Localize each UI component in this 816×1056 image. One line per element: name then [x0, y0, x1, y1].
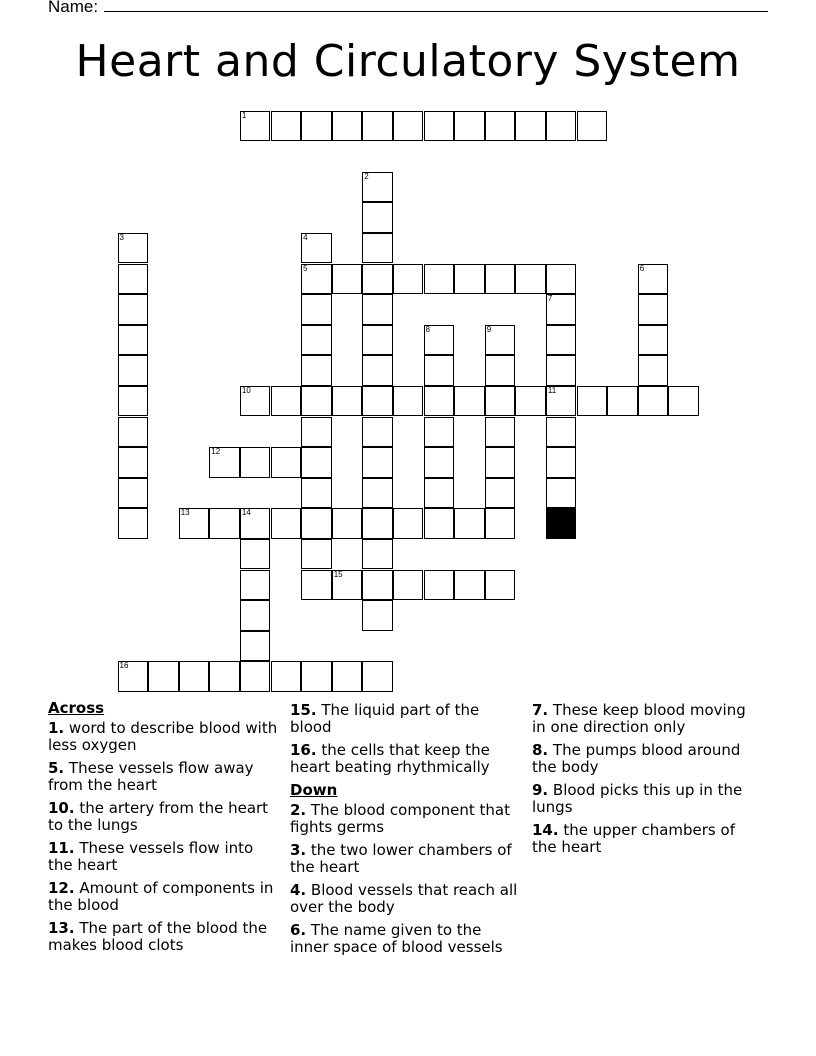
crossword-cell[interactable]: [362, 570, 393, 601]
crossword-cell[interactable]: [148, 661, 179, 692]
crossword-cell[interactable]: [301, 325, 332, 356]
crossword-cell[interactable]: [118, 661, 149, 692]
crossword-cell[interactable]: [424, 417, 455, 448]
crossword-cell[interactable]: [607, 386, 638, 417]
crossword-cell[interactable]: [301, 447, 332, 478]
crossword-cell[interactable]: [424, 508, 455, 539]
crossword-cell[interactable]: [118, 386, 149, 417]
crossword-cell[interactable]: [638, 294, 669, 325]
across-heading: Across: [48, 699, 105, 717]
crossword-cell[interactable]: [638, 264, 669, 295]
crossword-cell[interactable]: [301, 417, 332, 448]
clue-across-12: 12. Amount of components in the blood: [48, 879, 274, 914]
cell-number: 15: [333, 569, 343, 579]
crossword-cell[interactable]: [546, 447, 577, 478]
crossword-cell[interactable]: [454, 111, 485, 142]
crossword-cell[interactable]: [240, 447, 271, 478]
cell-number: 12: [211, 447, 221, 457]
crossword-cell[interactable]: [485, 386, 516, 417]
crossword-cell[interactable]: [485, 447, 516, 478]
cell-number: 13: [180, 508, 190, 518]
crossword-cell[interactable]: [301, 661, 332, 692]
clue-column-1: [48, 700, 280, 960]
cell-number: 16: [119, 661, 129, 671]
crossword-cell[interactable]: [485, 478, 516, 509]
crossword-cell[interactable]: [118, 355, 149, 386]
crossword-cell[interactable]: [271, 661, 302, 692]
crossword-cell[interactable]: [332, 111, 363, 142]
cell-number: 4: [303, 232, 308, 242]
crossword-cell[interactable]: [118, 294, 149, 325]
crossword-cell[interactable]: [118, 417, 149, 448]
crossword-cell[interactable]: [301, 111, 332, 142]
cell-number: 9: [486, 324, 492, 334]
crossword-cell[interactable]: [424, 570, 455, 601]
crossword-cell[interactable]: [546, 264, 577, 295]
crossword-cell[interactable]: [118, 478, 149, 509]
crossword-cell[interactable]: [362, 294, 393, 325]
crossword-cell[interactable]: [118, 508, 149, 539]
clue-across-13: 13. The part of the blood the makes blood clots: [48, 919, 268, 954]
crossword-cell[interactable]: [454, 386, 485, 417]
crossword-cell[interactable]: [424, 111, 455, 142]
crossword-cell[interactable]: [546, 417, 577, 448]
crossword-cell[interactable]: [393, 508, 424, 539]
crossword-cell[interactable]: [362, 508, 393, 539]
cell-number: 6: [639, 263, 645, 273]
clue-down-14: 14. the upper chambers of the heart: [532, 821, 735, 856]
crossword-cell[interactable]: [485, 417, 516, 448]
crossword-cell[interactable]: [515, 111, 546, 142]
cell-number: 10: [241, 385, 251, 395]
crossword-cell[interactable]: [271, 386, 302, 417]
crossword-cell[interactable]: [301, 570, 332, 601]
crossword-cell[interactable]: [209, 508, 240, 539]
crossword-cell[interactable]: [301, 386, 332, 417]
crossword-cell[interactable]: [546, 386, 577, 417]
crossword-cell[interactable]: [485, 355, 516, 386]
crossword-cell[interactable]: [362, 539, 393, 570]
crossword-cell[interactable]: [515, 386, 546, 417]
crossword-cell[interactable]: [638, 355, 669, 386]
crossword-cell[interactable]: [240, 539, 271, 570]
clue-column-2: [290, 702, 522, 962]
crossword-cell[interactable]: [577, 386, 608, 417]
page-title: Heart and Circulatory System: [75, 36, 741, 87]
crossword-cell[interactable]: [240, 631, 271, 662]
crossword-cell[interactable]: [301, 264, 332, 295]
clue-down-6: 6. The name given to the inner space of blood vessels: [290, 921, 503, 956]
crossword-cell[interactable]: [485, 325, 516, 356]
crossword-cell[interactable]: [332, 264, 363, 295]
cell-number: 11: [547, 385, 557, 395]
crossword-cell[interactable]: [485, 264, 516, 295]
crossword-cell[interactable]: [393, 570, 424, 601]
crossword-cell[interactable]: [546, 325, 577, 356]
crossword-cell[interactable]: [240, 508, 271, 539]
crossword-cell[interactable]: [393, 264, 424, 295]
crossword-cell[interactable]: [362, 386, 393, 417]
clue-across-16: 16. the cells that keep the heart beating rhythmically: [290, 741, 490, 776]
clue-across-5: 5. These vessels flow away from the heart: [48, 759, 254, 794]
crossword-cell[interactable]: [424, 264, 455, 295]
crossword-cell[interactable]: [240, 600, 271, 631]
crossword-cell[interactable]: [424, 447, 455, 478]
crossword-cell[interactable]: [179, 508, 210, 539]
crossword-cell[interactable]: [209, 447, 240, 478]
crossword-cell[interactable]: [454, 570, 485, 601]
crossword-cell[interactable]: [301, 355, 332, 386]
crossword-cell[interactable]: [332, 570, 363, 601]
name-label: Name:: [48, 0, 99, 16]
crossword-cell[interactable]: [301, 539, 332, 570]
crossword-cell[interactable]: [362, 325, 393, 356]
clue-column-3: [532, 702, 764, 862]
crossword-cell[interactable]: [362, 111, 393, 142]
crossword-cell[interactable]: [362, 172, 393, 203]
crossword-cell[interactable]: [638, 325, 669, 356]
crossword-cell[interactable]: [271, 111, 302, 142]
clue-across-10: 10. the artery from the heart to the lungs: [48, 799, 269, 834]
crossword-cell[interactable]: [546, 355, 577, 386]
clue-down-7: 7. These keep blood moving in one direction only: [532, 701, 746, 736]
crossword-cell[interactable]: [362, 202, 393, 233]
crossword-cell[interactable]: [362, 417, 393, 448]
crossword-cell[interactable]: [240, 111, 271, 142]
crossword-cell[interactable]: [424, 355, 455, 386]
crossword-cell[interactable]: [393, 111, 424, 142]
cell-number: 3: [119, 232, 124, 242]
cell-number: 1: [241, 110, 247, 120]
clue-across-1: 1. word to describe blood with less oxygen: [48, 719, 278, 754]
clue-down-3: 3. the two lower chambers of the heart: [290, 841, 512, 876]
clue-down-4: 4. Blood vessels that reach all over the body: [290, 881, 518, 916]
crossword-cell[interactable]: [362, 661, 393, 692]
crossword-cell[interactable]: [362, 233, 393, 264]
crossword-cell[interactable]: [118, 325, 149, 356]
cell-number: 7: [547, 294, 553, 304]
crossword-cell[interactable]: [362, 478, 393, 509]
crossword-cell[interactable]: [301, 478, 332, 509]
crossword-cell[interactable]: [118, 233, 149, 264]
crossword-cell[interactable]: [638, 386, 669, 417]
crossword-cell[interactable]: [240, 661, 271, 692]
crossword-cell[interactable]: [485, 508, 516, 539]
crossword-cell[interactable]: [240, 386, 271, 417]
black-square: [546, 508, 577, 539]
crossword-cell[interactable]: [546, 478, 577, 509]
crossword-cell[interactable]: [332, 386, 363, 417]
crossword-cell[interactable]: [271, 508, 302, 539]
crossword-cell[interactable]: [362, 600, 393, 631]
crossword-cell[interactable]: [240, 570, 271, 601]
crossword-cell[interactable]: [454, 508, 485, 539]
down-heading: Down: [290, 781, 338, 799]
clue-down-2: 2. The blood component that fights germs: [290, 801, 511, 836]
crossword-cell[interactable]: [271, 447, 302, 478]
crossword-cell[interactable]: [424, 478, 455, 509]
crossword-cell[interactable]: [118, 447, 149, 478]
crossword-cell[interactable]: [362, 447, 393, 478]
cell-number: 14: [241, 508, 251, 518]
crossword-cell[interactable]: [485, 570, 516, 601]
clue-down-8: 8. The pumps blood around the body: [532, 741, 741, 776]
crossword-cell[interactable]: [118, 264, 149, 295]
cell-number: 8: [425, 324, 430, 334]
cell-number: 2: [364, 171, 369, 181]
crossword-cell[interactable]: [577, 111, 608, 142]
crossword-cell[interactable]: [179, 661, 210, 692]
crossword-cell[interactable]: [301, 294, 332, 325]
crossword-cell[interactable]: [209, 661, 240, 692]
crossword-cell[interactable]: [362, 355, 393, 386]
crossword-cell[interactable]: [332, 508, 363, 539]
clue-across-11: 11. These vessels flow into the heart: [48, 839, 254, 874]
cell-number: 5: [303, 263, 308, 273]
crossword-cell[interactable]: [668, 386, 699, 417]
crossword-cell[interactable]: [454, 264, 485, 295]
crossword-cell[interactable]: [485, 111, 516, 142]
crossword-cell[interactable]: [515, 264, 546, 295]
crossword-cell[interactable]: [301, 508, 332, 539]
crossword-cell[interactable]: [332, 661, 363, 692]
crossword-cell[interactable]: [546, 294, 577, 325]
crossword-cell[interactable]: [424, 325, 455, 356]
crossword-cell[interactable]: [301, 233, 332, 264]
crossword-cell[interactable]: [362, 264, 393, 295]
crossword-cell[interactable]: [424, 386, 455, 417]
clue-across-15: 15. The liquid part of the blood: [290, 701, 480, 736]
clue-down-9: 9. Blood picks this up in the lungs: [532, 781, 743, 816]
crossword-cell[interactable]: [393, 386, 424, 417]
crossword-cell[interactable]: [546, 111, 577, 142]
